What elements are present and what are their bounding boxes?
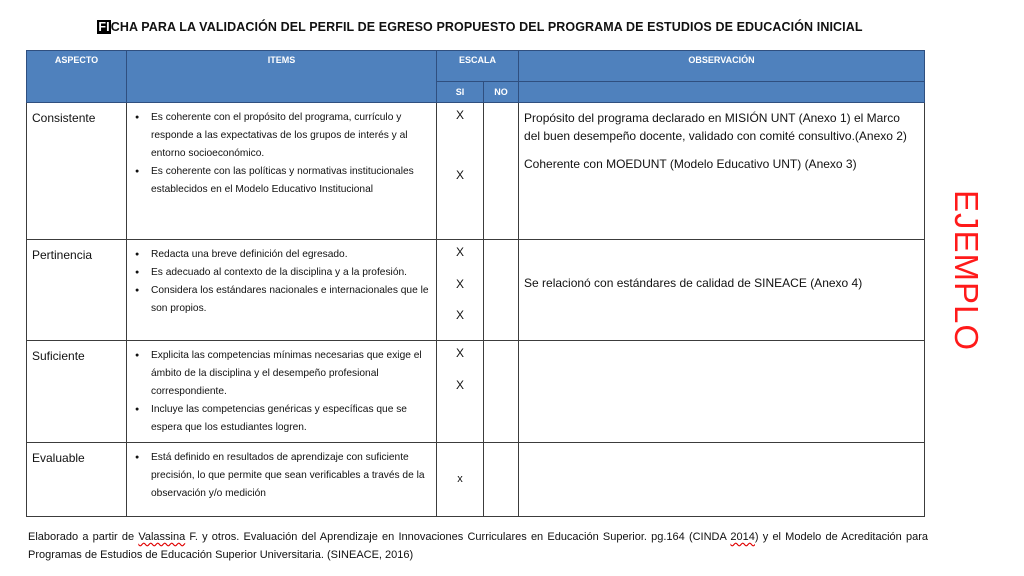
observacion-cell (519, 443, 925, 517)
no-cell (484, 240, 519, 341)
document-title (0, 20, 960, 34)
header-escala: ESCALA (437, 51, 519, 82)
header-observacion: OBSERVACIÓN (519, 51, 925, 82)
item-bullet: ● Explicita las competencias mínimas necesarias que exige el ámbito de la disciplina y el desempeño profesional correspondiente. (131, 347, 432, 401)
no-cell (484, 103, 519, 240)
observacion-text: Coherente con MOEDUNT (Modelo Educativo UNT) (Anexo 3) (524, 157, 857, 171)
item-bullet: ● Está definido en resultados de aprendizaje con suficiente precisión, lo que permite que sean verificables a través de la observación y/o medición (131, 449, 432, 503)
no-cell (484, 443, 519, 517)
items-cell (127, 341, 437, 443)
items-cell (127, 240, 437, 341)
si-cell (437, 443, 484, 517)
footer-author: Valassina (138, 531, 186, 543)
header-no: NO (484, 82, 519, 103)
si-cell (437, 103, 484, 240)
table-row-consistente (27, 103, 925, 240)
no-cell (484, 341, 519, 443)
header-observacion-sub (519, 82, 925, 103)
item-bullet: ● Incluye las competencias genéricas y específicas que se espera que los estudiantes logren. (131, 401, 432, 437)
header-items: ITEMS (127, 51, 437, 103)
si-mark: X (455, 168, 464, 182)
ejemplo-stamp: EJEMPLO (948, 190, 985, 352)
observacion-cell (519, 341, 925, 443)
observacion-cell (519, 103, 925, 240)
si-mark: X (455, 346, 464, 360)
observacion-text: Propósito del programa declarado en MISIÓN UNT (Anexo 1) el Marco del buen desempeño docente, validado con comité consultivo.(Anexo 2) (524, 111, 907, 143)
item-bullet: ● Es coherente con el propósito del programa, currículo y responde a las expectativas de los grupos de interés y al entorno socioeconómico. (131, 109, 432, 163)
footer-text: ) y el Modelo de Acreditación para Programas de Estudios de Educación Superior Universitaria. (SINEACE, 2016) (28, 531, 928, 561)
item-bullet: ● Es coherente con las políticas y normativas institucionales establecidos en el Modelo Educativo Institucional (131, 163, 432, 199)
title-text: CHA PARA LA VALIDACIÓN DEL PERFIL DE EGRESO PROPUESTO DEL PROGRAMA DE ESTUDIOS DE EDUCACIÓN INICIAL (110, 20, 863, 34)
table-row-pertinencia (27, 240, 925, 341)
si-mark: X (455, 378, 464, 392)
validation-table (26, 50, 925, 517)
aspect-cell: Suficiente (27, 341, 127, 443)
footer-text: F. y otros. Evaluación del Aprendizaje en Innovaciones Curriculares en Educación Superior. pg.164 (CINDA (185, 531, 731, 543)
table-row-evaluable (27, 443, 925, 517)
header-aspecto: ASPECTO (27, 51, 127, 103)
title-highlighted-text: FI (98, 20, 110, 34)
table-row-suficiente (27, 341, 925, 443)
si-mark: X (455, 245, 464, 259)
observacion-cell (519, 240, 925, 341)
si-mark: X (455, 108, 464, 122)
si-cell (437, 240, 484, 341)
si-cell (437, 341, 484, 443)
items-cell (127, 103, 437, 240)
footer-year: 2014 (730, 531, 755, 543)
observacion-text: Se relacionó con estándares de calidad de SINEACE (Anexo 4) (524, 276, 863, 290)
item-bullet: ● Es adecuado al contexto de la disciplina y a la profesión. (131, 264, 432, 282)
aspect-cell: Pertinencia (27, 240, 127, 341)
footer-text: Elaborado a partir de (28, 531, 139, 543)
item-bullet: ● Considera los estándares nacionales e internacionales que le son propios. (131, 282, 432, 318)
si-mark: X (455, 277, 464, 291)
aspect-cell: Evaluable (27, 443, 127, 517)
items-cell (127, 443, 437, 517)
header-si: SI (437, 82, 484, 103)
footer-citation (28, 528, 928, 564)
aspect-cell: Consistente (27, 103, 127, 240)
si-mark: x (457, 473, 463, 485)
item-bullet: ● Redacta una breve definición del egresado. (131, 246, 432, 264)
si-mark: X (455, 308, 464, 322)
